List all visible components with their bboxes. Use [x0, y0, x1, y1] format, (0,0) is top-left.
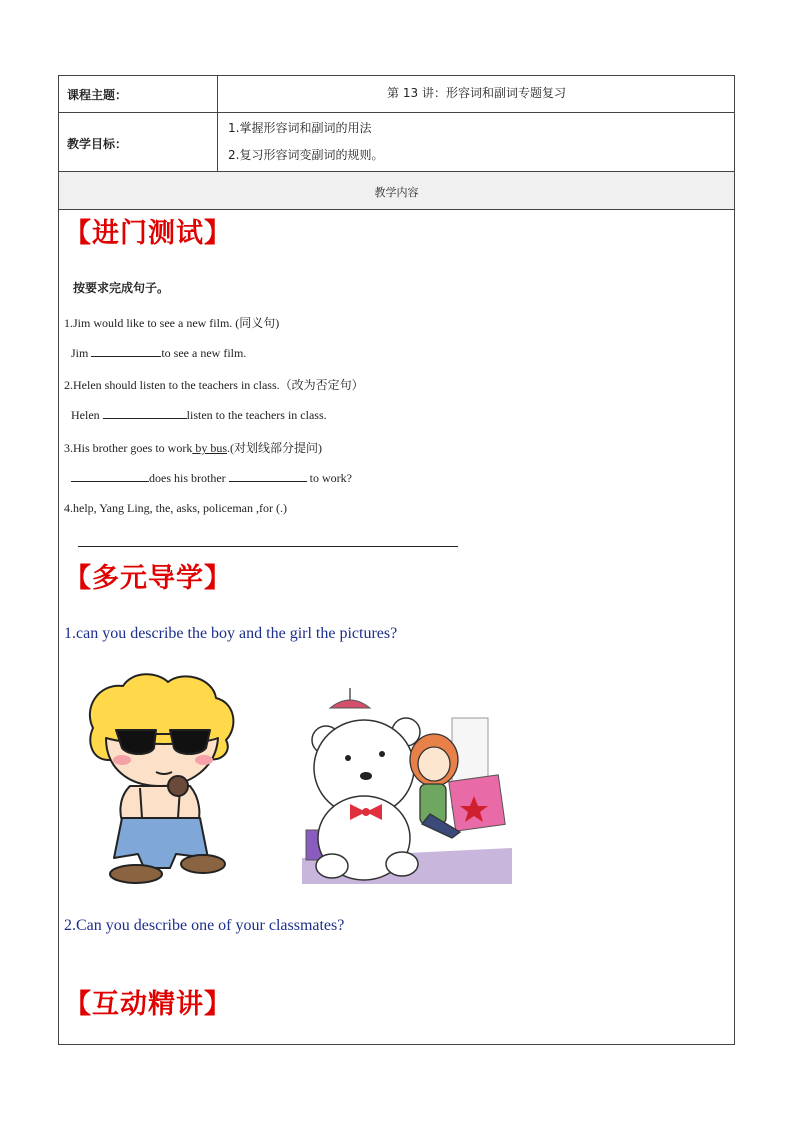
test-section-title: 【进门测试】: [64, 218, 232, 249]
answer-1-prefix: Jim: [71, 346, 92, 360]
answer-2-blank[interactable]: [103, 407, 187, 419]
answer-2-prefix: Helen: [71, 408, 103, 422]
content-label: 教学内容: [374, 186, 419, 199]
answer-1-blank[interactable]: [91, 345, 161, 357]
topic-label: 课程主题：: [59, 76, 218, 112]
question-3-prefix: 3.His brother goes to work: [64, 441, 193, 455]
girl-teddy-illustration: [302, 688, 512, 884]
test-instruction: 按要求完成句子。: [73, 281, 170, 295]
boy-illustration: [78, 668, 243, 886]
guide-question-2: 2.Can you describe one of your classmates?: [64, 917, 345, 934]
question-3: [64, 439, 322, 456]
guide-section-title: 【多元导学】: [64, 563, 232, 594]
topic-value: 第 13 讲：形容词和副词专题复习: [387, 86, 566, 100]
question-3-underlined: by bus: [192, 441, 227, 455]
goal-value: [219, 113, 734, 171]
answer-3-suffix: to work?: [306, 471, 352, 485]
answer-2-suffix: listen to the teachers in class.: [186, 408, 327, 422]
answer-3-mid: does his brother: [149, 471, 229, 485]
question-2: 2.Helen should listen to the teachers in class.（改为否定句）: [64, 378, 364, 392]
question-4: 4.help, Yang Ling, the, asks, policeman ,for (.): [64, 501, 287, 515]
content-row: [59, 172, 734, 210]
topic-row: [59, 76, 734, 113]
question-3-suffix: .(对划线部分提问): [227, 441, 322, 455]
answer-3: [71, 470, 352, 486]
goal-item-2: 2.复习形容词变副词的规则。: [228, 148, 384, 162]
goal-row: [59, 113, 734, 172]
answer-2: [71, 407, 327, 423]
answer-1: [71, 345, 246, 361]
answer-4-line[interactable]: [78, 546, 458, 547]
goal-label: 教学目标：: [59, 113, 218, 171]
answer-3-blank-2[interactable]: [229, 470, 307, 482]
answer-3-blank-1[interactable]: [71, 470, 149, 482]
question-1: 1.Jim would like to see a new film. (同义句): [64, 316, 280, 330]
goal-item-1: 1.掌握形容词和副词的用法: [228, 121, 372, 135]
lecture-section-title: 【互动精讲】: [64, 989, 232, 1020]
guide-question-1: 1.can you describe the boy and the girl the pictures?: [64, 625, 398, 642]
answer-1-suffix: to see a new film.: [161, 346, 247, 360]
